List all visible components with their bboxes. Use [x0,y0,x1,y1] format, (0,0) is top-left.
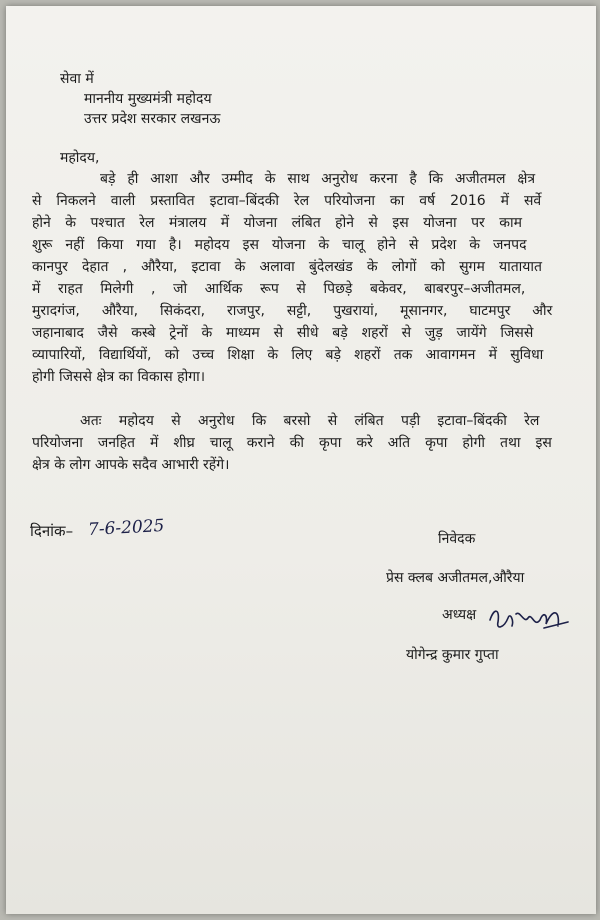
address-recipient: माननीय मुख्यमंत्री महोदय [84,91,212,107]
paragraph-line: होने के पश्चात रेल मंत्रालय में योजना लंबित होने से इस योजना पर काम [32,215,522,231]
address-to: सेवा में [60,71,94,87]
letter-sheet [6,6,596,914]
closing-name: योगेन्द्र कुमार गुप्ता [406,647,499,663]
paragraph-line: व्यापारियों, विद्यार्थियों, को उच्च शिक्षा के लिए बड़े शहरों तक आवागमन में सुविधा [32,347,544,363]
paragraph-line: शुरू नहीं किया गया है। महोदय इस योजना के चालू होने से प्रदेश के जनपद [32,237,527,253]
paragraph-line: मुरादगंज, औरैया, सिकंदरा, राजपुर, सट्टी, पुखरायां, मूसानगर, घाटमपुर और [32,303,553,319]
paragraph-line: कानपुर देहात , औरैया, इटावा के अलावा बुंदेलखंड के लोगों को सुगम यातायात [32,259,543,275]
paragraph-line: जहानाबाद जैसे कस्बे ट्रेनों के माध्यम से सीधे बड़े शहरों से जुड़ जायेंगे जिससे [32,325,534,341]
closing-designation: अध्यक्ष [442,607,477,623]
paragraph-line: अतः महोदय से अनुरोध कि बरसो से लंबित पड़ी इटावा–बिंदकी रेल [80,413,540,429]
address-office: उत्तर प्रदेश सरकार लखनऊ [84,111,221,127]
paragraph-line: परियोजना जनहित में शीघ्र चालू कराने की कृपा करे अति कृपा होगी तथा इस [32,435,552,451]
paragraph-line: क्षेत्र के लोग आपके सदैव आभारी रहेंगे। [32,457,230,473]
closing-nivedak: निवेदक [438,531,476,547]
date-value: 7-6-2025 [87,516,165,540]
paragraph-line: से निकलने वाली प्रस्तावित इटावा–बिंदकी रेल परियोजना का वर्ष 2016 में सर्वे [32,193,542,209]
date-label: दिनांक– [30,522,74,540]
paragraph-line: बड़े ही आशा और उम्मीद के साथ अनुरोध करना है कि अजीतमल क्षेत्र [100,171,536,187]
paragraph-line: होगी जिससे क्षेत्र का विकास होगा। [32,369,206,385]
closing-organization: प्रेस क्लब अजीतमल,औरैया [386,570,525,586]
salutation: महोदय, [60,150,100,166]
signature [484,598,574,638]
paragraph-line: में राहत मिलेगी , जो आर्थिक रूप से पिछड़े बकेवर, बाबरपुर–अजीतमल, [32,281,526,297]
